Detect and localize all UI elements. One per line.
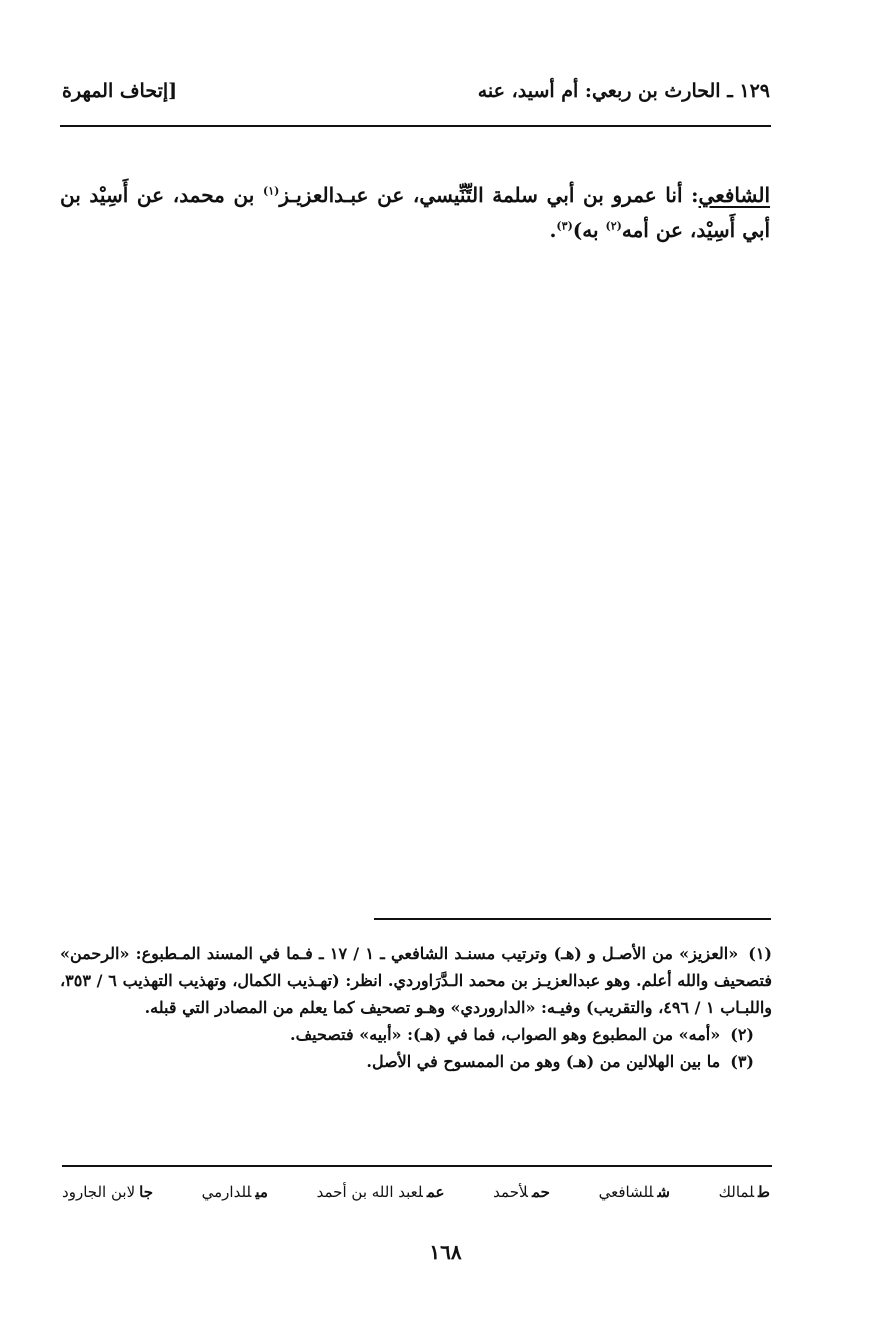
abbreviation-item [719, 1183, 770, 1201]
footnote-2 [60, 1021, 772, 1048]
abbreviation-code: ط [758, 1183, 770, 1201]
hadith-text-part-4: . [549, 218, 557, 242]
abbreviation-item [493, 1183, 550, 1201]
footnote-ref-3: (٣) [556, 219, 573, 233]
abbreviations-divider [62, 1165, 772, 1167]
abbreviation-name: لمالك [718, 1183, 755, 1201]
narrator-name: الشافعي [698, 183, 771, 207]
abbreviation-item [62, 1183, 153, 1201]
footnotes [60, 940, 772, 1075]
footnote-number: (٣) [730, 1052, 754, 1071]
header-divider [60, 125, 771, 127]
footnote-1 [60, 940, 772, 1021]
footnote-text: ما بين الهلالين من (هـ) وهو من الممسوح في الأصل. [366, 1052, 721, 1071]
footnote-text: «أمه» من المطبوع وهو الصواب، فما في (هـ): «أبيه» فتصحيف. [290, 1025, 721, 1044]
abbreviation-code: عم [426, 1183, 445, 1201]
page-number: ١٦٨ [429, 1240, 462, 1264]
running-header [62, 80, 770, 114]
abbreviation-item [599, 1183, 670, 1201]
hadith-text-part-1: : أنا عمرو بن أبي سلمة التِّنِّيسي، عن عبـدالعزيـز [279, 183, 699, 207]
abbreviation-code: جا [139, 1183, 153, 1201]
footnote-number: (١) [748, 944, 772, 963]
entry-title: ١٢٩ ـ الحارث بن ربعي: أم أسيد، عنه [477, 80, 770, 102]
hadith-text [60, 178, 770, 248]
footnote-divider [374, 918, 771, 920]
abbreviation-code: حم [531, 1183, 550, 1201]
abbreviation-code: ش [657, 1183, 670, 1201]
book-title: [إتحاف المهرة [62, 80, 178, 102]
footnote-number: (٢) [730, 1025, 754, 1044]
abbreviation-code: مي [255, 1183, 268, 1201]
abbreviation-name: للشافعي [598, 1183, 654, 1201]
abbreviations-key [62, 1183, 770, 1201]
abbreviation-name: للدارمي [201, 1183, 252, 1201]
abbreviation-item [317, 1183, 445, 1201]
footnote-ref-1: (١) [262, 184, 280, 198]
footnote-3 [60, 1048, 772, 1075]
footnote-text: «العزيز» من الأصـل و (هـ) وترتيب مسنـد الشافعي ـ ١ / ١٧ ـ فـما في المسند المـطبوع: «الرحمن» فتصحيف والله أعلم. وهو عبدالعزيـز بن محمد الـدَّرَاوردي. انظر: (تهـذيب الكمال، وتهذيب التهذيب ٦ / ٣٥٣، واللبـاب ١ / ٤٩٦، والتقريب) وفيـه: «الداروردي» وهـو تصحيف كما يعلم من المصادر التي قبله. [60, 944, 773, 1017]
abbreviation-name: لابن الجارود [62, 1183, 136, 1201]
hadith-text-part-2: بن محمد، عن أَسِيْد بن أبي أَسِيْد، عن أمه [60, 183, 770, 242]
abbreviation-item [202, 1183, 268, 1201]
footnote-ref-2: (٢) [605, 219, 622, 233]
abbreviation-name: لأحمد [493, 1183, 528, 1201]
abbreviation-name: لعبد الله بن أحمد [316, 1183, 423, 1201]
hadith-text-part-3: به) [572, 218, 606, 242]
